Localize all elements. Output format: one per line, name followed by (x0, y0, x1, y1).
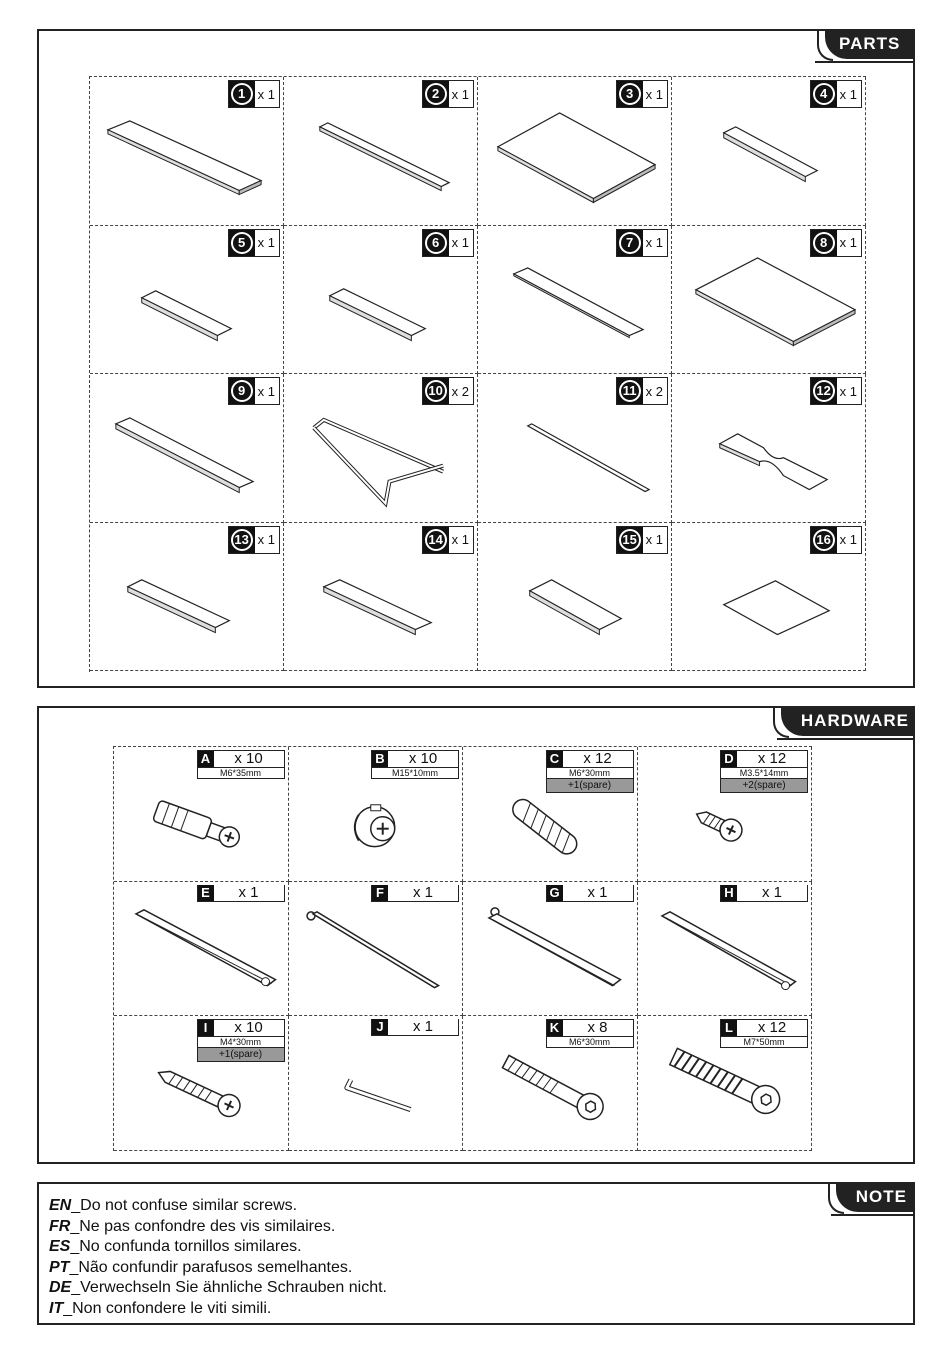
part-number: 13 (234, 531, 249, 547)
part-quantity: x 1 (257, 383, 275, 399)
note-tab (836, 1182, 915, 1212)
part-cell-3 (478, 77, 672, 226)
drawer-slide-drawing (114, 882, 288, 1016)
hardware-cell-d (638, 747, 813, 882)
part-cell-14 (284, 523, 478, 672)
note-title: NOTE (855, 1187, 907, 1206)
part-quantity: x 1 (839, 383, 857, 399)
allen-key-drawing (289, 1016, 463, 1150)
note-lang: ES (49, 1238, 71, 1255)
hardware-quantity: x 12 (583, 750, 612, 767)
part-5-board-drawing (90, 226, 283, 374)
part-number: 11 (621, 382, 639, 400)
part-2-rail-drawing (284, 77, 477, 225)
hardware-cell-h (638, 882, 813, 1017)
part-number: 3 (621, 85, 639, 103)
hardware-cell-f (289, 882, 464, 1017)
part-14-board-drawing (284, 523, 477, 671)
part-quantity: x 1 (645, 532, 663, 547)
hardware-grid (113, 746, 812, 1151)
part-cell-16 (672, 523, 866, 672)
part-quantity: x 2 (645, 383, 663, 399)
part-cell-7 (478, 226, 672, 375)
part-9-panel-drawing (90, 374, 283, 522)
drawer-slide-drawing (289, 882, 463, 1016)
part-number: 1 (233, 85, 251, 103)
hardware-spec: M4*30mm (197, 1036, 285, 1048)
connector-bolt-drawing (463, 1016, 637, 1150)
part-16-backboard-drawing (672, 523, 865, 671)
note-lang: FR (49, 1217, 71, 1235)
part-cell-13 (90, 523, 284, 672)
hardware-cell-b (289, 747, 464, 882)
short-screw-drawing (638, 747, 812, 881)
hardware-quantity: x 1 (238, 883, 259, 901)
part-number: 7 (621, 234, 639, 252)
hardware-spare: +1(spare) (546, 779, 634, 793)
part-cell-15 (478, 523, 672, 672)
part-quantity: x 1 (257, 86, 275, 102)
part-1-panel-drawing (90, 77, 283, 225)
part-cell-12 (672, 374, 866, 523)
part-number: 12 (816, 383, 831, 398)
part-13-board-drawing (90, 523, 283, 671)
part-number: 14 (428, 531, 443, 547)
part-cell-9 (90, 374, 284, 523)
note-section (37, 1182, 915, 1325)
note-sentence: _No confunda tornillos similares. (70, 1238, 302, 1255)
part-quantity: x 1 (645, 86, 663, 102)
part-number: 15 (622, 531, 637, 547)
hardware-quantity: x 12 (757, 1019, 787, 1036)
parts-grid (89, 76, 866, 672)
parts-section (37, 29, 915, 688)
part-cell-1 (90, 77, 284, 226)
hardware-letter: F (372, 885, 388, 901)
parts-title: PARTS (839, 34, 901, 53)
hardware-letter: A (198, 751, 214, 767)
part-quantity: x 1 (839, 532, 857, 547)
note-line-de (49, 1278, 387, 1299)
hardware-quantity: x 12 (757, 750, 787, 767)
hardware-section (37, 706, 915, 1164)
hardware-letter: I (198, 1020, 214, 1036)
part-number: 16 (816, 531, 831, 547)
part-quantity: x 2 (451, 383, 469, 399)
note-line-it (49, 1299, 387, 1320)
note-lang: EN (49, 1197, 72, 1214)
part-cell-11 (478, 374, 672, 523)
hardware-quantity: x 1 (412, 1018, 433, 1035)
note-sentence: _Verwechseln Sie ähnliche Schrauben nicht. (71, 1279, 387, 1296)
note-text (49, 1196, 387, 1319)
part-cell-2 (284, 77, 478, 226)
hardware-quantity: x 1 (412, 883, 433, 901)
hardware-spare: +1(spare) (197, 1048, 285, 1062)
part-quantity: x 1 (257, 532, 275, 547)
part-cell-10 (284, 374, 478, 523)
parts-tab (825, 29, 915, 59)
part-cell-5 (90, 226, 284, 375)
hardware-quantity: x 10 (234, 1019, 263, 1036)
part-quantity: x 1 (451, 532, 469, 547)
part-7-panel-drawing (478, 226, 671, 374)
part-number: 2 (427, 85, 445, 103)
hardware-tab-rule (777, 738, 915, 740)
hardware-letter: E (198, 885, 214, 901)
hardware-spec: M3.5*14mm (720, 767, 808, 779)
hardware-spec: M6*30mm (546, 1036, 634, 1048)
hardware-title: HARDWARE (800, 711, 909, 730)
hardware-letter: C (547, 751, 563, 767)
part-3-top-drawing (478, 77, 671, 225)
hardware-letter: J (372, 1019, 388, 1035)
note-lang: IT (49, 1299, 64, 1317)
part-8-panel-drawing (672, 226, 865, 374)
hardware-quantity: x 1 (587, 883, 608, 901)
hardware-cell-e (114, 882, 289, 1017)
hardware-letter: G (547, 885, 563, 901)
note-lang: PT (49, 1258, 70, 1276)
hardware-spec: M15*10mm (371, 767, 459, 779)
part-number: 6 (427, 234, 445, 252)
hardware-quantity: x 10 (408, 750, 438, 767)
hardware-spec: M7*50mm (720, 1036, 808, 1048)
hardware-letter: H (721, 885, 737, 901)
part-number: 9 (233, 382, 251, 400)
hardware-cell-a (114, 747, 289, 882)
part-12-shelf-drawing (672, 374, 865, 522)
part-number: 5 (233, 234, 251, 252)
part-6-board-drawing (284, 226, 477, 374)
note-sentence: _Ne pas confondre des vis similaires. (70, 1217, 336, 1235)
note-sentence: _Non confondere le viti simili. (63, 1299, 272, 1317)
parts-tab-rule (815, 61, 915, 63)
part-quantity: x 1 (839, 235, 857, 250)
note-sentence: _Do not confuse similar screws. (71, 1197, 298, 1214)
note-line-fr (49, 1217, 387, 1238)
hardware-quantity: x 1 (761, 883, 782, 901)
hardware-spare: +2(spare) (720, 779, 808, 793)
hardware-cell-l (638, 1016, 813, 1151)
hardware-cell-g (463, 882, 638, 1017)
part-quantity: x 1 (451, 235, 469, 250)
part-4-board-drawing (672, 77, 865, 225)
hardware-letter: K (547, 1020, 563, 1036)
hardware-spec: M6*30mm (546, 767, 634, 779)
hardware-cell-j (289, 1016, 464, 1151)
hardware-letter: B (372, 751, 388, 767)
note-tab-rule (831, 1214, 915, 1216)
part-quantity: x 1 (839, 86, 857, 102)
wooden-dowel-drawing (463, 747, 637, 881)
drawer-slide-drawing (463, 882, 637, 1016)
part-quantity: x 1 (645, 235, 663, 250)
part-11-bar-drawing (478, 374, 671, 522)
drawer-slide-drawing (638, 882, 812, 1016)
hardware-quantity: x 8 (587, 1019, 608, 1036)
part-cell-6 (284, 226, 478, 375)
hardware-letter: L (721, 1020, 737, 1036)
hardware-cell-c (463, 747, 638, 882)
part-number: 10 (428, 383, 443, 398)
hardware-quantity: x 10 (234, 750, 263, 767)
part-cell-8 (672, 226, 866, 375)
part-number: 8 (815, 234, 833, 252)
confirmat-screw-drawing (638, 1016, 812, 1150)
hardware-letter: D (721, 751, 737, 767)
hardware-tab (781, 706, 915, 736)
note-lang: DE (49, 1279, 72, 1296)
part-10-frame-drawing (284, 374, 477, 522)
note-sentence: _Não confundir parafusos semelhantes. (69, 1258, 353, 1276)
note-line-es (49, 1237, 387, 1258)
hardware-cell-k (463, 1016, 638, 1151)
cam-lock-drawing (289, 747, 463, 881)
part-number: 4 (815, 85, 833, 103)
note-line-en (49, 1196, 387, 1217)
cam-bolt-drawing (114, 747, 288, 881)
part-quantity: x 1 (257, 235, 275, 250)
wood-screw-drawing (114, 1016, 288, 1150)
hardware-spec: M6*35mm (197, 767, 285, 779)
part-quantity: x 1 (451, 86, 469, 102)
part-15-board-drawing (478, 523, 671, 671)
hardware-cell-i (114, 1016, 289, 1151)
note-line-pt (49, 1258, 387, 1279)
part-cell-4 (672, 77, 866, 226)
